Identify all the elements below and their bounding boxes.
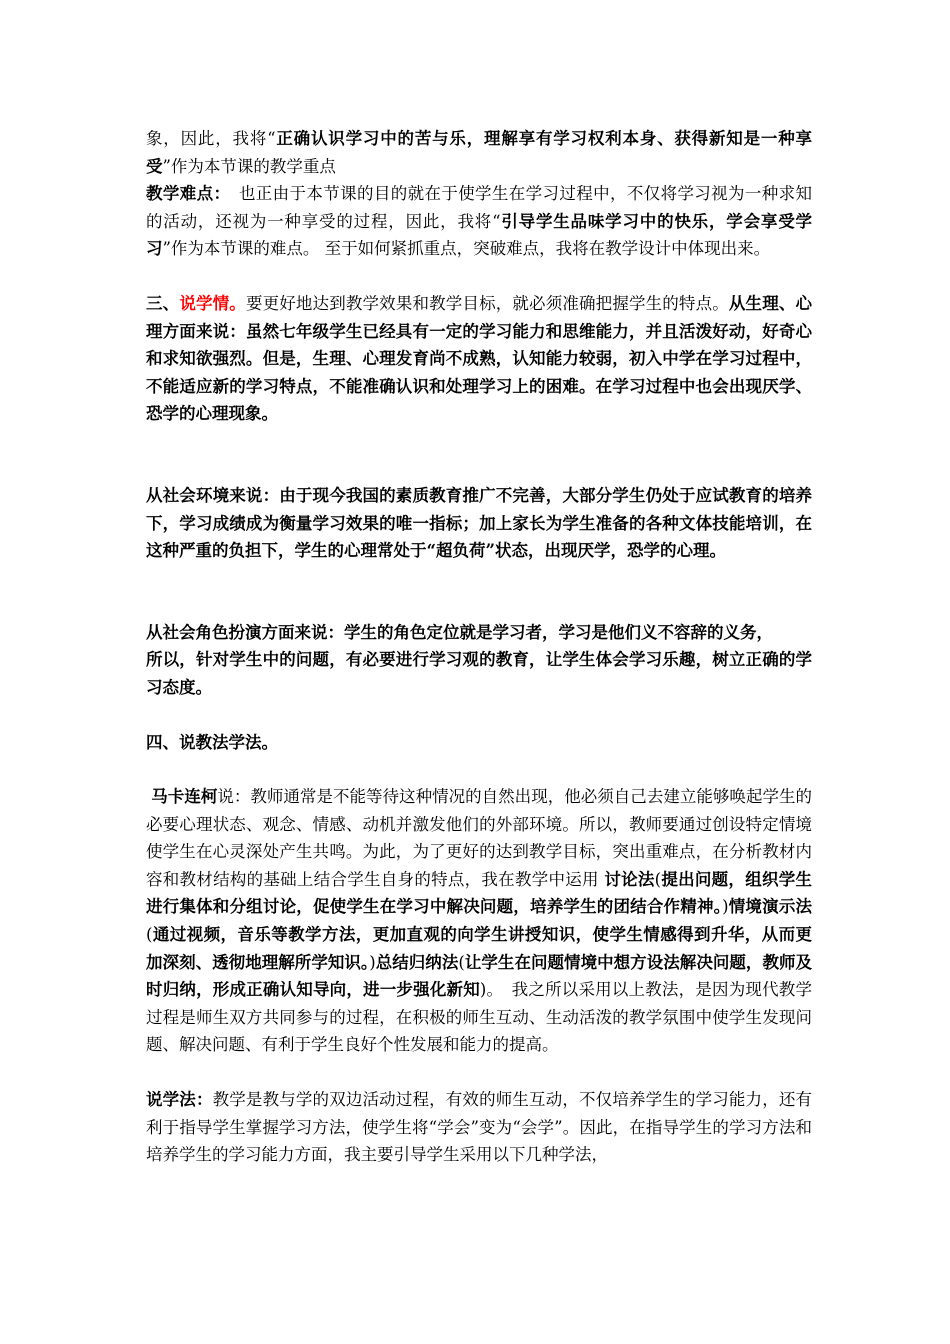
paragraph-student-analysis xyxy=(146,290,812,428)
emphasis-text: 从社会环境来说：由于现今我国的素质教育推广不完善，大部分学生仍处于应试教育的培养下，学习成绩成为衡量学习效果的唯一指标；加上家长为学生准备的各种文体技能培训，在这种严重的负担下，学生的心理常处于“超负荷”状态，出现厌学，恐学的心理。 xyxy=(146,485,812,561)
text: ( xyxy=(146,925,153,945)
emphasis-text: 从社会角色扮演方面来说：学生的角色定位就是学习者，学习是他们义不容辞的义务， xyxy=(146,622,773,642)
emphasis-text: 正确认识学习中的苦与乐，理解享有学习权利本身、获得新知是一种享受 xyxy=(146,129,813,176)
learning-method-label: 说学法： xyxy=(146,1090,213,1110)
text: 教学是教与学的双边活动过程，有效的师生互动，不仅培养学生的学习能力，还有利于指导学生掌握学习方法，使学生将“学会”变为“会学”。因此，在指导学生的学习方法和培养学生的学习能力方面，我主要引导学生采用以下几种学法， xyxy=(146,1090,813,1165)
text: ( xyxy=(458,952,465,972)
emphasis-text: 通过视频，音乐等教学方法，更加直观的向学生讲授知识，使学生情感得到升华，从而更加深刻、透彻地理解所学知识。 xyxy=(146,925,812,972)
emphasis-text: 引导学生品味学习中的快乐，学会享受学习 xyxy=(146,211,813,259)
section-heading-xueqing: 说学情。 xyxy=(179,293,246,313)
text: )。 我之所以采用以上教法，是因为现代教学过程是师生双方共同参与的过程，在积极的师生互动、生动活泼的教学氛围中使学生发现问题、解决问题、有利于学生良好个性发展和能力的提高。 xyxy=(146,980,812,1055)
document-body xyxy=(146,125,812,1169)
spacer xyxy=(146,428,812,482)
emphasis-text: 从生理、心理方面来说：虽然七年级学生已经具有一定的学习能力和思维能力，并且活泼好动，好奇心和求知欲强烈。但是，生理、心理发育尚不成熟，认知能力较弱，初入中学在学习过程中，不能适应新的学习特点，不能准确认识和处理学习上的困难。在学习过程中也会出现厌学、恐学的心理现象。 xyxy=(146,293,813,424)
method-discussion: 讨论法 xyxy=(604,869,655,889)
text: 说：教师通常是不能等待这种情况的自然出现，他必须自己去建立能够唤起学生的必要心理状态、观念、情感、动机并激发他们的外部环境。所以，教师要通过创设特定情境使学生在心灵深处产生共鸣。为此，为了更好的达到教学目标，突出重难点，在分析教材内容和教材结构的基础上结合学生自身的特点，我在教学中运用 xyxy=(146,787,813,889)
paragraph-social-environment xyxy=(146,482,812,565)
emphasis-text: 提出问题，组织学生进行集体和分组讨论，促使学生在学习中解决问题，培养学生的团结合作精神。 xyxy=(146,869,813,917)
method-situation: 情境演示法 xyxy=(728,897,813,917)
method-summary: 总结归纳法 xyxy=(375,952,459,972)
paragraph-social-role xyxy=(146,619,812,647)
heading-text: 四、说教法学法。 xyxy=(146,732,278,752)
section-heading-methods xyxy=(146,729,812,757)
spacer xyxy=(146,1059,812,1086)
paragraph-teaching-methods xyxy=(146,783,812,1059)
section-number: 三、 xyxy=(146,293,180,313)
spacer xyxy=(146,565,812,619)
paragraph-learning-methods xyxy=(146,1086,812,1169)
text: ) xyxy=(369,952,376,972)
emphasis-text: 所以，针对学生中的问题，有必要进行学习观的教育，让学生体会学习乐趣，树立正确的学习态度。 xyxy=(146,650,812,697)
spacer xyxy=(146,702,812,729)
spacer xyxy=(146,756,812,783)
text: ( xyxy=(654,869,662,889)
text: ”作为本节课的难点。 至于如何紧抓重点，突破难点，我将在教学设计中体现出来。 xyxy=(162,239,771,259)
spacer xyxy=(146,263,812,290)
text: 象，因此，我将“ xyxy=(146,129,276,148)
text: ”作为本节课的教学重点 xyxy=(162,156,336,176)
text: 要更好地达到教学效果和教学目标，就必须准确把握学生的特点。 xyxy=(245,293,729,313)
text: 也正由于本节课的目的就在于使学生在学习过程中，不仅将学习视为一种求知的活动，还视为一种享受的过程，因此，我将“ xyxy=(146,184,813,231)
difficulty-label: 教学难点： xyxy=(146,184,223,204)
author-name: 马卡连柯 xyxy=(151,787,218,807)
text: ) xyxy=(722,897,729,917)
paragraph-teaching-focus xyxy=(146,125,812,180)
paragraph-therefore xyxy=(146,646,812,701)
paragraph-teaching-difficulty xyxy=(146,180,812,263)
emphasis-text: 让学生在问题情境中想方设法解决问题，教师及时归纳，形成正确认知导向，进一步强化新知 xyxy=(146,952,813,1000)
